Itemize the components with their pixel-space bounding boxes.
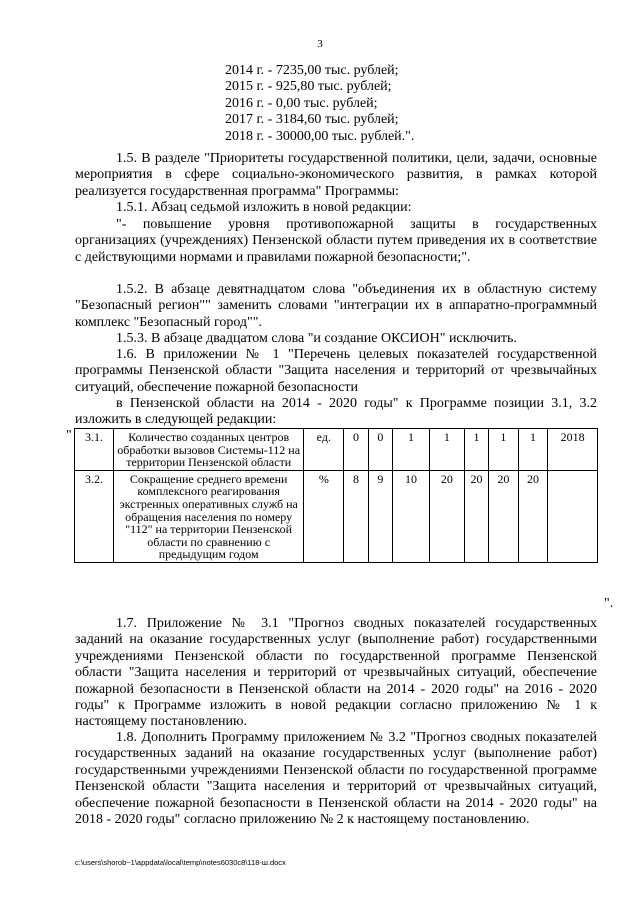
value-cell: 1 xyxy=(464,429,488,471)
value-cell: 1 xyxy=(429,429,464,471)
last-cell: 2018 xyxy=(548,429,598,471)
table-row xyxy=(75,470,598,562)
paragraph-1-5-2: 1.5.2. В абзаце девятнадцатом слова "объединения их в областную систему "Безопасный регион"" заменить словами "интеграции их в аппаратно-программный комплекс "Безопасный город"". xyxy=(75,282,597,330)
funding-line: 2015 г. - 925,80 тыс. рублей; xyxy=(225,79,392,95)
paragraph-1-6-continued: в Пензенской области на 2014 - 2020 годы" к Программе позиции 3.1, 3.2 изложить в следующей редакции: xyxy=(75,396,597,428)
file-path-footer: c:\users\shorob~1\appdata\local\temp\notes6030c8\118-ш.docx xyxy=(75,858,286,867)
paragraph-1-5: 1.5. В разделе "Приоритеты государственной политики, цели, задачи, основные мероприятия в сфере социально-экономического развития, в рамках которой реализуется государственная программа" Программы: xyxy=(75,151,597,199)
row-number: 3.1. xyxy=(75,429,114,471)
paragraph-1-5-1: 1.5.1. Абзац седьмой изложить в новой редакции: xyxy=(116,200,412,215)
funding-line: 2018 г. - 30000,00 тыс. рублей.". xyxy=(225,128,415,144)
value-cell: 1 xyxy=(518,429,548,471)
indicator-name: Количество созданных центров обработки вызовов Системы-112 на территории Пензенской области xyxy=(114,429,304,471)
funding-list xyxy=(225,63,414,145)
value-cell: 0 xyxy=(344,429,368,471)
table-opening-quote: " xyxy=(66,428,72,443)
value-cell: 1 xyxy=(392,429,429,471)
indicator-table xyxy=(74,428,598,563)
value-cell: 8 xyxy=(344,470,368,562)
funding-line: 2014 г. - 7235,00 тыс. рублей; xyxy=(225,63,399,78)
table-closing-quote: ". xyxy=(604,596,614,611)
value-cell: 9 xyxy=(368,470,392,562)
value-cell: 20 xyxy=(429,470,464,562)
table-row xyxy=(75,429,598,471)
value-cell: 20 xyxy=(518,470,548,562)
unit: % xyxy=(304,470,344,562)
row-number: 3.2. xyxy=(75,470,114,562)
paragraph-quote: "- повышение уровня противопожарной защиты в государственных организациях (учреждениях) Пензенской области путем приведения их в соответствие с действующими нормами и правилами пожарной безопасности;". xyxy=(75,217,597,265)
indicator-name: Сокращение среднего времени комплексного реагирования экстренных оперативных служб на обращения населения по номеру "112" на территории Пензенской области по сравнению с предыдущим годом xyxy=(114,470,304,562)
value-cell: 0 xyxy=(368,429,392,471)
value-cell: 20 xyxy=(489,470,519,562)
paragraph-1-8: 1.8. Дополнить Программу приложением № 3.2 "Прогноз сводных показателей государственных заданий на оказание государственных услуг (выполнение работ) государственными учреждениями Пензенской области по государственной программе Пензенской области "Защита населения и территорий от чрезвычайных ситуаций, обеспечение пожарной безопасности в Пензенской области на 2014 - 2020 годы" на 2018 - 2020 годы" согласно приложению № 2 к настоящему постановлению. xyxy=(75,730,597,828)
funding-line: 2017 г. - 3184,60 тыс. рублей; xyxy=(225,112,399,128)
funding-line: 2016 г. - 0,00 тыс. рублей; xyxy=(225,95,378,111)
paragraph-1-5-3: 1.5.3. В абзаце двадцатом слова "и создание ОКСИОН" исключить. xyxy=(116,331,517,346)
paragraph-1-7: 1.7. Приложение № 3.1 "Прогноз сводных показателей государственных заданий на оказание государственных услуг (выполнение работ) государственными учреждениями Пензенской области по государственной программе Пензенской области "Защита населения и территорий от чрезвычайных ситуаций, обеспечение пожарной безопасности в Пензенской области на 2014 - 2020 годы" на 2016 - 2020 годы" к Программе изложить в новой редакции согласно приложению № 1 к настоящему постановлению. xyxy=(75,616,597,730)
unit: ед. xyxy=(304,429,344,471)
paragraph-1-6: 1.6. В приложении № 1 "Перечень целевых показателей государственной программы Пензенской области "Защита населения и территорий от чрезвычайных ситуаций, обеспечение пожарной безопасности xyxy=(75,347,597,395)
last-cell xyxy=(548,470,598,562)
value-cell: 20 xyxy=(464,470,488,562)
value-cell: 10 xyxy=(392,470,429,562)
value-cell: 1 xyxy=(489,429,519,471)
page-number: 3 xyxy=(317,38,323,50)
